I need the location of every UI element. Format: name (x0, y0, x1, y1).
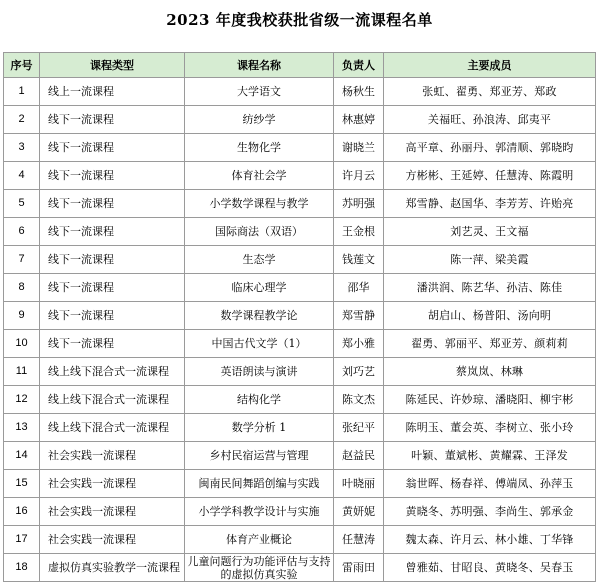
header-row (4, 53, 596, 78)
table-row (4, 554, 596, 582)
cell-no: 10 (4, 330, 40, 358)
cell-course-type: 社会实践一流课程 (40, 470, 185, 498)
header-no: 序号 (4, 53, 40, 78)
table-row (4, 162, 596, 190)
cell-course-type: 线下一流课程 (40, 330, 185, 358)
cell-course-name: 结构化学 (185, 386, 334, 414)
cell-course-type: 线下一流课程 (40, 134, 185, 162)
cell-course-type: 线上线下混合式一流课程 (40, 386, 185, 414)
cell-course-type: 社会实践一流课程 (40, 526, 185, 554)
cell-course-name: 大学语文 (185, 78, 334, 106)
cell-lead: 黄妍妮 (334, 498, 384, 526)
table-row (4, 134, 596, 162)
cell-course-name: 纺纱学 (185, 106, 334, 134)
table-row (4, 330, 596, 358)
table-row (4, 218, 596, 246)
cell-lead: 雷雨田 (334, 554, 384, 582)
table-row (4, 274, 596, 302)
cell-course-name: 体育社会学 (185, 162, 334, 190)
cell-no: 8 (4, 274, 40, 302)
cell-course-name: 英语朗读与演讲 (185, 358, 334, 386)
cell-lead: 王金根 (334, 218, 384, 246)
table-row (4, 414, 596, 442)
cell-lead: 陈文杰 (334, 386, 384, 414)
table-body (4, 78, 596, 582)
cell-lead: 赵益民 (334, 442, 384, 470)
cell-course-name: 临床心理学 (185, 274, 334, 302)
cell-course-type: 线下一流课程 (40, 106, 185, 134)
cell-members: 陈一萍、梁美霞 (384, 246, 596, 274)
cell-course-type: 线下一流课程 (40, 274, 185, 302)
cell-members: 叶颖、董斌彬、黄耀霖、王泽发 (384, 442, 596, 470)
cell-members: 翁世晖、杨春祥、傅端凤、孙萍玉 (384, 470, 596, 498)
cell-lead: 郑雪静 (334, 302, 384, 330)
cell-course-type: 社会实践一流课程 (40, 498, 185, 526)
cell-course-type: 虚拟仿真实验教学一流课程 (40, 554, 185, 582)
table-row (4, 106, 596, 134)
cell-no: 11 (4, 358, 40, 386)
cell-members: 曾雅茹、甘昭良、黄晓冬、吴春玉 (384, 554, 596, 582)
table-row (4, 498, 596, 526)
table-row (4, 358, 596, 386)
cell-members: 魏太森、许月云、林小雄、丁华锋 (384, 526, 596, 554)
cell-lead: 张纪平 (334, 414, 384, 442)
cell-members: 高平章、孙丽丹、郭清顺、郭晓昀 (384, 134, 596, 162)
course-list-table (3, 52, 596, 582)
cell-course-name: 儿童问题行为功能评估与支持的虚拟仿真实验 (185, 554, 334, 582)
cell-lead: 林惠婷 (334, 106, 384, 134)
header-course-name: 课程名称 (185, 53, 334, 78)
cell-no: 18 (4, 554, 40, 582)
cell-no: 1 (4, 78, 40, 106)
cell-course-name: 生物化学 (185, 134, 334, 162)
cell-members: 陈延民、许妙琼、潘晓阳、柳宇彬 (384, 386, 596, 414)
cell-course-type: 社会实践一流课程 (40, 442, 185, 470)
cell-course-name: 闽南民间舞蹈创编与实践 (185, 470, 334, 498)
cell-members: 翟勇、郭丽平、郑亚芳、颜莉莉 (384, 330, 596, 358)
cell-members: 张虹、翟勇、郑亚芳、郑政 (384, 78, 596, 106)
cell-no: 17 (4, 526, 40, 554)
cell-course-name: 乡村民宿运营与管理 (185, 442, 334, 470)
header-course-type: 课程类型 (40, 53, 185, 78)
cell-course-name: 中国古代文学（1） (185, 330, 334, 358)
table-row (4, 386, 596, 414)
cell-no: 13 (4, 414, 40, 442)
cell-lead: 郑小雅 (334, 330, 384, 358)
cell-lead: 任慧涛 (334, 526, 384, 554)
cell-members: 胡启山、杨普阳、汤向明 (384, 302, 596, 330)
cell-no: 5 (4, 190, 40, 218)
table-row (4, 526, 596, 554)
cell-no: 7 (4, 246, 40, 274)
cell-lead: 邵华 (334, 274, 384, 302)
cell-no: 6 (4, 218, 40, 246)
cell-course-name: 数学分析 1 (185, 414, 334, 442)
cell-lead: 刘巧艺 (334, 358, 384, 386)
cell-members: 刘艺灵、王文福 (384, 218, 596, 246)
cell-lead: 谢晓兰 (334, 134, 384, 162)
cell-members: 陈明玉、董会英、李树立、张小玲 (384, 414, 596, 442)
cell-members: 黄晓冬、苏明强、李尚生、郭承金 (384, 498, 596, 526)
table-row (4, 302, 596, 330)
cell-course-name: 小学数学课程与教学 (185, 190, 334, 218)
cell-no: 12 (4, 386, 40, 414)
page-title: 2023 年度我校获批省级一流课程名单 (166, 11, 433, 29)
cell-members: 蔡岚岚、林琳 (384, 358, 596, 386)
cell-course-type: 线上线下混合式一流课程 (40, 358, 185, 386)
cell-course-type: 线下一流课程 (40, 218, 185, 246)
cell-no: 9 (4, 302, 40, 330)
table-row (4, 470, 596, 498)
cell-lead: 杨秋生 (334, 78, 384, 106)
cell-course-name: 国际商法（双语） (185, 218, 334, 246)
cell-lead: 许月云 (334, 162, 384, 190)
cell-members: 方彬彬、王延婷、任慧涛、陈霞明 (384, 162, 596, 190)
cell-no: 16 (4, 498, 40, 526)
header-lead: 负责人 (334, 53, 384, 78)
cell-no: 15 (4, 470, 40, 498)
cell-members: 潘洪润、陈艺华、孙洁、陈佳 (384, 274, 596, 302)
cell-course-type: 线上一流课程 (40, 78, 185, 106)
cell-course-type: 线下一流课程 (40, 246, 185, 274)
table-row (4, 442, 596, 470)
cell-course-name: 数学课程教学论 (185, 302, 334, 330)
cell-members: 关福旺、孙浪涛、邱夷平 (384, 106, 596, 134)
cell-course-type: 线下一流课程 (40, 190, 185, 218)
cell-course-name: 小学学科教学设计与实施 (185, 498, 334, 526)
header-members: 主要成员 (384, 53, 596, 78)
table-row (4, 246, 596, 274)
cell-course-name: 体育产业概论 (185, 526, 334, 554)
table-row (4, 78, 596, 106)
cell-lead: 叶晓丽 (334, 470, 384, 498)
cell-lead: 苏明强 (334, 190, 384, 218)
cell-course-name: 生态学 (185, 246, 334, 274)
cell-no: 3 (4, 134, 40, 162)
cell-members: 郑雪静、赵国华、李芳芳、许贻亮 (384, 190, 596, 218)
cell-no: 2 (4, 106, 40, 134)
cell-no: 14 (4, 442, 40, 470)
cell-no: 4 (4, 162, 40, 190)
cell-lead: 钱莲文 (334, 246, 384, 274)
table-row (4, 190, 596, 218)
table-header (4, 53, 596, 78)
cell-course-type: 线下一流课程 (40, 162, 185, 190)
cell-course-type: 线上线下混合式一流课程 (40, 414, 185, 442)
cell-course-type: 线下一流课程 (40, 302, 185, 330)
